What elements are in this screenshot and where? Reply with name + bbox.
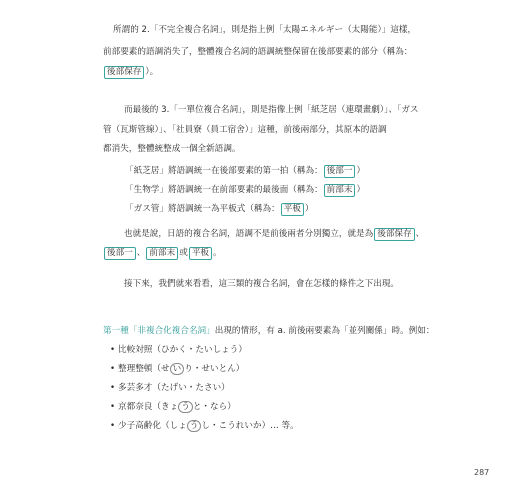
para3-text: 也就是說，日語的複合名詞，語調不是前後兩者分別獨立，就是為: [124, 229, 374, 239]
term-box-zenbu-matsu: 前部末: [324, 184, 356, 197]
term-box-koubu-hozon: 後部保存: [104, 66, 144, 79]
example-reading-part: し・こうれいか: [201, 421, 262, 431]
bullet-icon: •: [110, 345, 116, 355]
example-reading-part: きょ: [161, 402, 179, 412]
bullet-icon: •: [110, 421, 116, 431]
summary-term-koubu-ichi: 後部一: [104, 247, 136, 260]
para3-sep1: 、: [415, 229, 425, 239]
term-box-heiban: 平板: [281, 203, 304, 216]
example-reading-part: と・なら: [192, 402, 228, 412]
paren-close: ）: [227, 402, 236, 412]
para3-or: 或: [179, 248, 188, 258]
bullet-icon: •: [110, 383, 116, 393]
example-word: 比較対照: [118, 345, 153, 355]
paren-open: （: [152, 402, 161, 412]
bullet-icon: •: [110, 402, 116, 412]
paren-open: （: [152, 383, 161, 393]
para4: 接下來，我們就來看看，這三類的複合名詞，會在怎樣的條件之下出現。: [124, 279, 400, 289]
rule-3-text: 「ガス管」將語調統一為平板式（稱為：: [125, 204, 280, 214]
example-word: 少子高齢化: [118, 421, 161, 431]
list-item: [110, 420, 299, 432]
paren-open: （: [160, 421, 170, 431]
term-box-koubu-ichi: 後部一: [324, 165, 356, 178]
example-reading: ひかく・たいしょう: [161, 345, 239, 355]
summary-term-zenbu-matsu: 前部末: [146, 247, 178, 260]
paren-close: ）… 等。: [261, 421, 299, 431]
example-reading-part: せ: [161, 364, 170, 374]
list-item: [110, 401, 236, 413]
circled-kana: う: [178, 401, 193, 413]
rule-1-end: ）: [356, 166, 366, 176]
para1-line2: 前部要素的語調消失了，整體複合名詞的語調統整保留在後部要素的部分（稱為：: [103, 47, 413, 57]
section-heading-rest: 出現的情形，有 a. 前後兩要素為「並列關係」時。例如：: [214, 326, 435, 336]
section-heading-term: 第一種「非複合化複合名詞」: [103, 326, 215, 336]
paren-close: ）: [221, 383, 230, 393]
paren-open: （: [152, 364, 161, 374]
para3-line1: [124, 228, 424, 241]
section-heading: [103, 325, 434, 337]
para3-sep2: 、: [136, 248, 146, 258]
rule-line-2: [125, 184, 365, 197]
summary-term-heiban: 平板: [189, 247, 212, 260]
para2-line1: 而最後的 3.「一單位複合名詞」，則是指像上例「紙芝居（連環畫劇）」、「ガス: [124, 105, 419, 115]
paren-open: （: [152, 345, 161, 355]
rule-2-end: ）: [356, 185, 366, 195]
para1-end: ）。: [145, 67, 159, 77]
rule-1-text: 「紙芝居」將語調統一在後部要素的第一拍（稱為：: [125, 166, 323, 176]
list-item: [110, 344, 247, 356]
paren-close: ）: [238, 345, 247, 355]
example-word: 整理整頓: [118, 364, 153, 374]
rule-2-text: 「生物学」將語調統一在前部要素的最後面（稱為：: [125, 185, 323, 195]
para3-line2: [103, 247, 222, 260]
para2-line3: 都消失，整體統整成一個全新語調。: [103, 144, 241, 154]
para2-line2: 管（瓦斯管線）」、「社員寮（員工宿舍）」這種，前後兩部分，其原本的語調: [103, 125, 387, 135]
circled-kana: い: [170, 363, 185, 375]
list-item: [110, 382, 230, 394]
rule-line-3: [125, 203, 314, 216]
example-reading: たげい・たさい: [161, 383, 222, 393]
para1-line1: 所謂的 2.「不完全複合名詞」，則是指上例「太陽エネルギー（太陽能）」這樣，: [113, 25, 417, 35]
paren-close: ）: [235, 364, 245, 374]
bullet-icon: •: [110, 364, 116, 374]
example-reading-part: り・せいとん: [184, 364, 236, 374]
list-item: [110, 363, 244, 375]
summary-term-koubu-hozon: 後部保存: [374, 228, 414, 241]
page-number: 287: [474, 468, 490, 477]
circled-kana: う: [187, 420, 202, 432]
example-word: 京都奈良: [118, 402, 153, 412]
example-word: 多芸多才: [118, 383, 153, 393]
para3-end: 。: [213, 248, 222, 258]
example-reading-part: しょ: [169, 421, 187, 431]
para1-line3: [103, 66, 158, 79]
rule-line-1: [125, 165, 365, 178]
rule-3-end: ）: [304, 204, 314, 214]
